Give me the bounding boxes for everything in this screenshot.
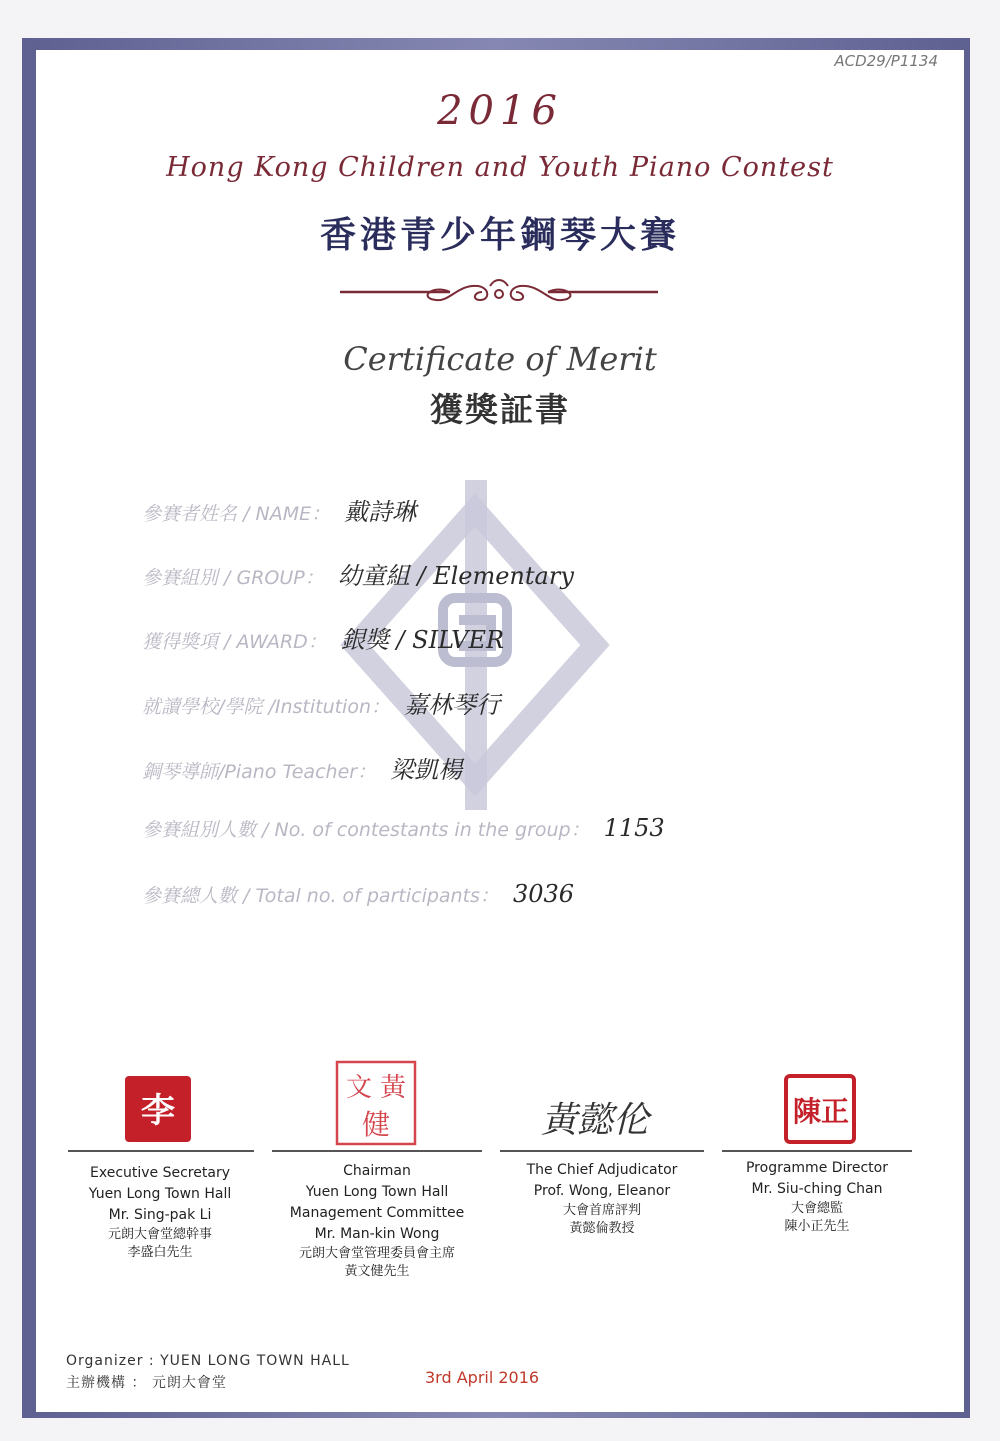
field-label: 參賽總人數 / Total no. of participants：: [142, 885, 499, 907]
signatory-name-zh: 黃文健先生: [344, 1264, 410, 1279]
field-institution: [142, 685, 500, 720]
svg-text:健: 健: [361, 1108, 391, 1141]
signatory-org: Management Committee: [289, 1205, 465, 1221]
field-value-total-participants: 3036: [512, 880, 575, 908]
signature-line: [68, 1150, 254, 1152]
svg-text:文: 文: [345, 1073, 373, 1103]
field-value-name: 戴詩琳: [344, 498, 417, 526]
organizer: [66, 1350, 350, 1394]
field-value-group: 幼童組 / Elementary: [337, 562, 574, 590]
contest-title-zh: 香港青少年鋼琴大賽: [319, 214, 680, 256]
organizer-zh: 主辦機構 ： 元朗大會堂: [66, 1375, 227, 1391]
seal-stamp-director: [783, 1073, 857, 1145]
signature-line: [500, 1150, 704, 1152]
signatory-org: Yuen Long Town Hall: [305, 1184, 449, 1200]
certificate-title-en: Certificate of Merit: [343, 340, 657, 378]
field-label: 參賽者姓名 / NAME：: [142, 503, 331, 525]
signatory-title: Chairman: [343, 1163, 411, 1179]
issue-date: 3rd April 2016: [425, 1368, 540, 1387]
certificate-title-zh: 獲獎証書: [430, 390, 570, 429]
contest-title-en: Hong Kong Children and Youth Piano Contest: [166, 152, 834, 183]
field-value-group-contestants: 1153: [603, 814, 665, 842]
field-name: [142, 492, 416, 527]
signatory-name: Prof. Wong, Eleanor: [533, 1183, 671, 1199]
organizer-en: Organizer : YUEN LONG TOWN HALL: [66, 1353, 350, 1369]
signatory-title-zh: 大會首席評判: [562, 1203, 641, 1218]
seal-stamp-chairman: [333, 1058, 419, 1148]
signatory-chairman: [267, 1161, 487, 1281]
seal-stamp-secretary: [122, 1073, 194, 1145]
svg-text:黃: 黃: [379, 1073, 407, 1103]
field-label: 參賽組別 / GROUP：: [142, 567, 324, 589]
ornament-flourish: [340, 270, 658, 306]
field-group-contestants: [142, 814, 665, 842]
field-value-institution: 嘉林琴行: [404, 691, 501, 719]
signatory-name: Mr. Man-kin Wong: [314, 1226, 440, 1242]
svg-text:正: 正: [820, 1095, 850, 1128]
field-group: [142, 556, 574, 591]
signatory-title: Programme Director: [745, 1160, 888, 1176]
signatory-name-zh: 黃懿倫教授: [569, 1221, 635, 1236]
signature-line: [272, 1150, 482, 1152]
signatory-name-zh: 陳小正先生: [784, 1219, 850, 1234]
svg-text:李: 李: [141, 1091, 175, 1131]
field-total-participants: [142, 880, 574, 908]
field-label: 就讀學校/學院 /Institution：: [142, 696, 391, 718]
signatory-name-zh: 李盛白先生: [127, 1245, 193, 1260]
signatory-name: Mr. Siu-ching Chan: [751, 1181, 883, 1197]
field-label: 鋼琴導師/Piano Teacher：: [142, 761, 377, 783]
signatory-title-zh: 大會總監: [790, 1201, 843, 1216]
field-value-award: 銀獎 / SILVER: [340, 626, 505, 654]
signatory-director: [717, 1158, 917, 1236]
svg-text:陳: 陳: [792, 1095, 822, 1128]
svg-text:黃懿伦: 黃懿伦: [540, 1100, 650, 1141]
signature-adjudicator: [520, 1090, 670, 1148]
signatory-name: Mr. Sing-pak Li: [108, 1207, 212, 1223]
field-label: 獲得獎項 / AWARD：: [142, 631, 327, 653]
signature-line: [722, 1150, 912, 1152]
signatory-org: Yuen Long Town Hall: [88, 1186, 232, 1202]
field-label: 參賽組別人數 / No. of contestants in the group：: [142, 819, 590, 841]
signatory-title: Executive Secretary: [90, 1165, 230, 1181]
signatory-title: The Chief Adjudicator: [526, 1162, 678, 1178]
signatory-title-zh: 元朗大會堂管理委員會主席: [298, 1246, 455, 1261]
contest-year: 2016: [437, 88, 563, 134]
field-award: [142, 620, 504, 655]
field-value-teacher: 梁凱楊: [390, 756, 463, 784]
signatory-secretary: [60, 1163, 260, 1262]
signatory-adjudicator: [495, 1160, 709, 1238]
serial-number: ACD29/P1134: [834, 52, 938, 70]
field-teacher: [142, 750, 462, 785]
signatory-title-zh: 元朗大會堂總幹事: [107, 1227, 212, 1242]
